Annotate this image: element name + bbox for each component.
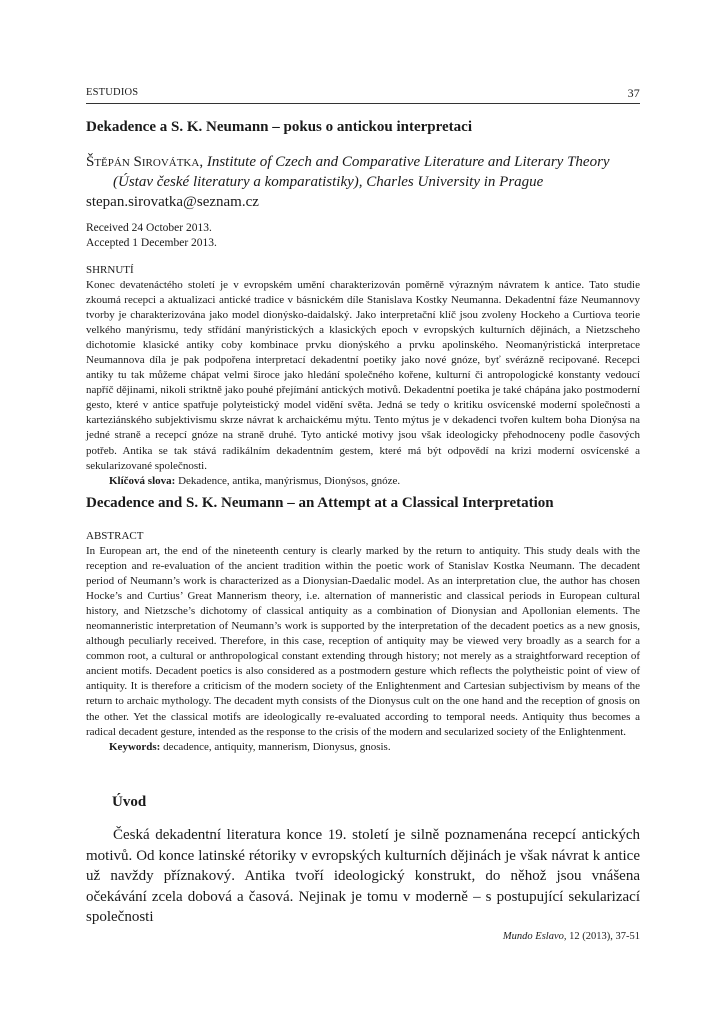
keywords-cz-list: Dekadence, antika, manýrismus, Dionýsos, gnóze. <box>178 474 401 487</box>
article-title-en: Decadence and S. K. Neumann – an Attempt at a Classical Interpretation <box>86 495 554 511</box>
abstract-cz-heading: SHRNUTÍ <box>86 264 134 276</box>
body-paragraph-text: Česká dekadentní literatura konce 19. století je silně poznamenána recepcí antických motivů. Od konce latinské rétoriky v evropských kulturních dějinách je však návrat k antice už navždy příznakový. Antika tvoří ideologický konstrukt, do něhož jsou vnášena očekávání zcela dobová a časová. Nejinak je tomu v moderně – s postupující sekularizací společnosti <box>86 827 640 925</box>
keywords-en-label: Keywords: <box>109 740 161 753</box>
running-header <box>86 87 640 98</box>
article-title-cz: Dekadence a S. K. Neumann – pokus o antickou interpretaci <box>86 119 473 135</box>
dates-block <box>86 221 640 251</box>
running-header-section: ESTUDIOS <box>86 87 139 98</box>
footer-journal: Mundo Eslavo, <box>502 931 567 942</box>
footer-citation: 12 (2013), 37-51 <box>566 931 640 942</box>
author-affiliation-line2: (Ústav české literatury a komparatistiky), Charles University in Prague <box>113 174 544 190</box>
page-number: 37 <box>627 86 640 100</box>
abstract-en-text: In European art, the end of the nineteenth century is clearly marked by the return to antiquity. This study deals with the reception and re-evaluation of the ancient tradition within the poetic work of Stanislav Kostka Neumann. The decadent period of Neumann’s work is characterized as a Dionysian-Daedalic model. As an interpretation clue, the author has chosen Hocke’s and Curtius’ Great Mannerism theory, i.e. alternation of manneristic and classical periods in European cultural history, and Nietzsche’s dichotomy of classical antiquity as a combination of Dionysian and Apollonian elements. The neomanneristic interpretation of Neumann’s work is supported by the interpretation of the decadent poetics as a new gnosis, although peculiarly received. Therefore, in this case, reception of antiquity may be viewed very broadly as a search for a common root, a cultural or anthropological constant extending through history; not merely as a straightforward reception of ancient motifs. Decadent poetics is also considered as a postmodern gesture which reflects the polytheistic point of view of antiquity. It is therefore a criticism of the modern society of the Enlightenment and Cartesian subjectivism by means of the return to archaic mythology. The decadent myth consists of the Dionysus cult on the one hand and the reception of gnosis on the other. Yet the classical motifs are ideologically re-evaluated according to temporal needs. Antiquity thus becomes a radical decadent gesture, intended as the response to the crisis of the modern and secularized society of the Enlightenment. <box>86 545 640 738</box>
keywords-cz <box>86 474 640 489</box>
keywords-en <box>86 740 640 755</box>
received-date: Received 24 October 2013. <box>86 222 212 234</box>
keywords-en-list: decadence, antiquity, mannerism, Dionysus, gnosis. <box>163 740 391 753</box>
body-paragraph <box>86 825 640 928</box>
author-block <box>86 152 640 212</box>
author-comma: , <box>199 154 207 170</box>
abstract-cz <box>86 278 640 489</box>
section-heading: Úvod <box>112 794 147 810</box>
abstract-en <box>86 544 640 755</box>
page-footer <box>503 931 640 942</box>
author-affiliation-line1: Institute of Czech and Comparative Literature and Literary Theory <box>206 154 610 170</box>
keywords-cz-label: Klíčová slova: <box>109 474 176 487</box>
author-email[interactable]: stepan.sirovatka@seznam.cz <box>86 194 259 210</box>
accepted-date: Accepted 1 December 2013. <box>86 237 217 249</box>
abstract-cz-text: Konec devatenáctého století je v evropském umění charakterizován poměrně výrazným návratem k antice. Tato studie zkoumá recepci a aktualizaci antické tradice v básnickém díle Stanislava Kostky Neumanna. Dekadentní fáze Neumannovy tvorby je charakterizována jako model dionýsko-daidalský. Jako interpretační klíč jsou zvoleny Hockeho a Curtiova teorie velkého manýrismu, tedy střídání manýristických a klasických epoch v evropských kulturních dějinách, a Nietzscheho dichotomie klasické antiky coby kombinace prvku dionýského a prvku apolinského. Neomanýristická interpretace Neumannova díla je pak podpořena interpretací dekadentní poetiky jako nové gnóze, byť svérázně recipované. Recepci antiky tu tak můžeme chápat velmi široce jako hledání společného kořene, kulturní či antropologické konstanty vedoucí napříč dějinami, nikoli striktně jako pouhé přejímání antických motivů. Dekadentní poetika je také chápána jako postmoderní gesto, které v antice spatřuje polyteistický model vidění světa. Jedná se tedy o kritiku osvícenské moderní společnosti a karteziánského subjektivismu skrze návrat k archaickému mýtu. Tento mýtus je v dekadenci tvořen kultem boha Dionýsa na jedné straně a recepcí gnóze na straně druhé. Tyto antické motivy jsou však ideologicky přehodnoceny podle časových potřeb. Antika se tak stává radikálním dekadentním gestem, které má být odpovědí na krizi moderní osvícenské a sekularizované společnosti. <box>86 279 640 472</box>
author-name: Štěpán Sirovátka <box>86 154 200 170</box>
header-rule <box>86 103 640 104</box>
abstract-en-heading: ABSTRACT <box>86 530 144 542</box>
